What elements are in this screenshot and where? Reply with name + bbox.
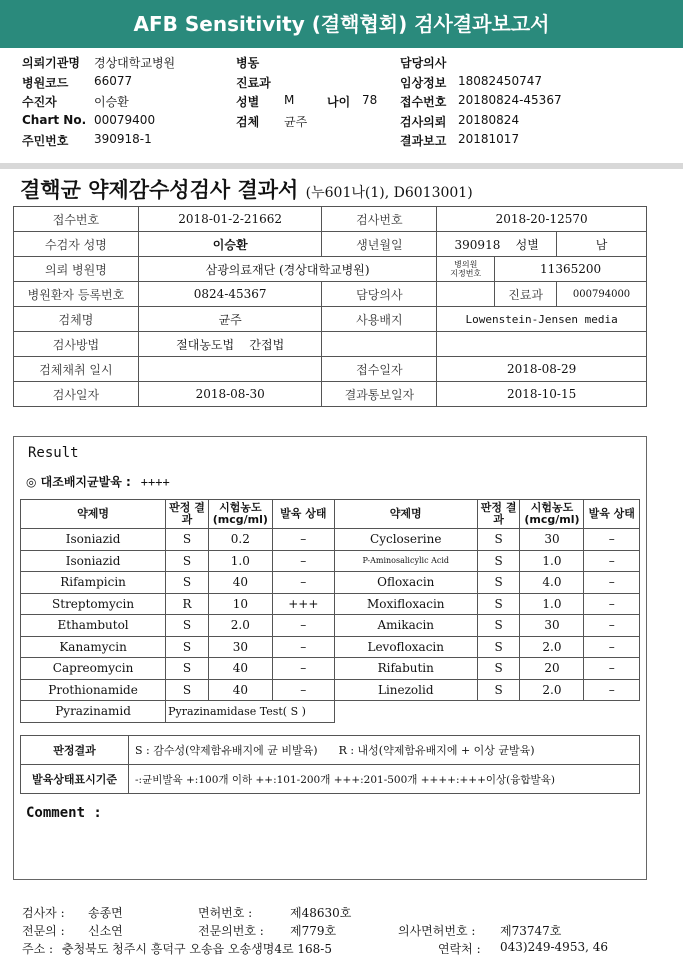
cell-label: 의뢰 병원명 xyxy=(14,257,139,282)
dept-label: 진료과 xyxy=(236,75,271,90)
right-drug-cell: Moxifloxacin xyxy=(334,593,477,615)
report-label: 결과보고 xyxy=(400,134,447,148)
expert-label: 전문의 : xyxy=(22,924,65,938)
cell-value: 이승환 xyxy=(138,232,322,257)
legend-table xyxy=(20,735,640,794)
table-row xyxy=(21,550,640,572)
license: 제48630호 xyxy=(290,906,352,920)
address-label: 주소 : xyxy=(22,942,54,956)
report-banner: AFB Sensitivity (결핵협회) 검사결과보고서 xyxy=(0,0,683,48)
right-growth-cell: – xyxy=(584,679,640,701)
result-title: Result xyxy=(28,445,79,461)
right-drug-cell: Rifabutin xyxy=(334,658,477,680)
table-row xyxy=(21,679,640,701)
sex-label: 성별 xyxy=(236,95,260,109)
cell-empty xyxy=(334,701,639,723)
header-judge: 판정 결과 xyxy=(166,500,209,529)
clinical-label: 임상정보 xyxy=(400,75,447,90)
page-title xyxy=(20,174,473,204)
contact: 043)249-4953, 46 xyxy=(500,940,608,954)
hosp-no-label xyxy=(437,257,495,282)
cell-value: 2018-10-15 xyxy=(437,382,647,407)
receipt-label: 접수번호 xyxy=(400,95,447,109)
right-judge-cell: S xyxy=(477,615,520,637)
result-section xyxy=(13,436,647,880)
cell-value: 2018-08-29 xyxy=(437,357,647,382)
left-growth-cell: – xyxy=(272,572,334,594)
tester: 송종면 xyxy=(88,906,123,920)
expert-no-label: 전문의번호 : xyxy=(198,924,264,938)
cell-label: 진료과 xyxy=(495,282,557,307)
cell-value: 삼광의료재단 (경상대학교병원) xyxy=(138,257,436,282)
pza-drug: Pyrazinamid xyxy=(21,701,166,723)
cell-label: 사용배지 xyxy=(322,307,437,332)
right-conc-cell: 30 xyxy=(520,529,584,551)
birth-sex-cell xyxy=(437,232,557,257)
table-row xyxy=(21,529,640,551)
specimen-label: 검체 xyxy=(236,114,260,129)
address: 충청북도 청주시 흥덕구 오송읍 오송생명4로 168-5 xyxy=(62,942,332,956)
report-value: 20181017 xyxy=(458,132,520,146)
right-drug-cell: P-Aminosalicylic Acid xyxy=(334,550,477,572)
right-drug-cell: Cycloserine xyxy=(334,529,477,551)
cell-value: 2018-01-2-21662 xyxy=(138,207,322,232)
left-judge-cell: S xyxy=(166,550,209,572)
left-growth-cell: – xyxy=(272,679,334,701)
cell-label: 성별 xyxy=(515,237,539,252)
left-conc-cell: 2.0 xyxy=(208,615,272,637)
right-conc-cell: 2.0 xyxy=(520,679,584,701)
table-row xyxy=(21,593,640,615)
cell-label: 생년월일 xyxy=(322,232,437,257)
cell-value: 남 xyxy=(557,232,647,257)
control-growth xyxy=(26,473,170,490)
cell-value: 균주 xyxy=(138,307,322,332)
tester-label: 검사자 : xyxy=(22,906,65,920)
method-cell xyxy=(138,332,322,357)
clinical-value: 18082450747 xyxy=(458,73,542,88)
header-judge: 판정 결과 xyxy=(477,500,520,529)
cell-value: 390918 xyxy=(454,237,501,252)
cell-value: Lowenstein-Jensen media xyxy=(437,307,647,332)
drug-rows xyxy=(21,529,640,701)
table-row xyxy=(21,615,640,637)
left-drug-cell: Rifampicin xyxy=(21,572,166,594)
judge-r: R : 내성(약제함유배지에 + 이상 균발육) xyxy=(338,744,535,757)
right-judge-cell: S xyxy=(477,572,520,594)
left-drug-cell: Ethambutol xyxy=(21,615,166,637)
right-conc-cell: 1.0 xyxy=(520,550,584,572)
cell-empty xyxy=(437,332,647,357)
left-growth-cell: – xyxy=(272,529,334,551)
cell-value: 2018-08-30 xyxy=(138,382,322,407)
left-drug-cell: Kanamycin xyxy=(21,636,166,658)
chart-label: Chart No. xyxy=(22,112,87,127)
right-conc-cell: 1.0 xyxy=(520,593,584,615)
cell-label: 접수번호 xyxy=(14,207,139,232)
header-conc: 시험농도 (mcg/ml) xyxy=(208,500,272,529)
cell-label: 접수일자 xyxy=(322,357,437,382)
right-conc-cell: 20 xyxy=(520,658,584,680)
id-label: 주민번호 xyxy=(22,134,69,148)
left-judge-cell: S xyxy=(166,679,209,701)
judge-legend xyxy=(129,736,640,765)
cell-value: 11365200 xyxy=(495,257,647,282)
left-growth-cell: – xyxy=(272,658,334,680)
left-conc-cell: 30 xyxy=(208,636,272,658)
right-judge-cell: S xyxy=(477,636,520,658)
header-drug: 약제명 xyxy=(334,500,477,529)
age-label: 나이 xyxy=(327,95,351,109)
left-drug-cell: Isoniazid xyxy=(21,550,166,572)
left-judge-cell: S xyxy=(166,658,209,680)
cell-label: 검체채취 일시 xyxy=(14,357,139,382)
cell-label: 검사방법 xyxy=(14,332,139,357)
cell-label: 검사번호 xyxy=(322,207,437,232)
hospital-label: 의뢰기관명 xyxy=(22,56,80,70)
right-growth-cell: – xyxy=(584,572,640,594)
patient-value: 이승환 xyxy=(94,95,129,109)
susceptibility-table xyxy=(20,499,640,723)
right-conc-cell: 2.0 xyxy=(520,636,584,658)
table-row xyxy=(21,658,640,680)
comment-label: Comment : xyxy=(26,805,102,821)
doctor-label: 담당의사 xyxy=(400,56,447,70)
cell-value: 간접법 xyxy=(249,337,285,352)
license-label: 면허번호 : xyxy=(198,906,253,920)
left-conc-cell: 40 xyxy=(208,658,272,680)
right-growth-cell: – xyxy=(584,550,640,572)
right-judge-cell: S xyxy=(477,593,520,615)
right-conc-cell: 30 xyxy=(520,615,584,637)
chart-value: 00079400 xyxy=(94,112,156,127)
request-header xyxy=(22,54,662,152)
pza-result: Pyrazinamidase Test( S ) xyxy=(166,701,335,723)
right-growth-cell: – xyxy=(584,636,640,658)
right-judge-cell: S xyxy=(477,529,520,551)
cell-label: 검체명 xyxy=(14,307,139,332)
contact-label: 연락처 : xyxy=(438,942,481,956)
code-value: 66077 xyxy=(94,73,133,88)
expert-no: 제779호 xyxy=(290,924,337,938)
right-growth-cell: – xyxy=(584,593,640,615)
left-conc-cell: 40 xyxy=(208,679,272,701)
right-drug-cell: Levofloxacin xyxy=(334,636,477,658)
right-judge-cell: S xyxy=(477,550,520,572)
growth-value: ++++ xyxy=(140,475,170,489)
title-sub: (누601나(1), D6013001) xyxy=(305,185,473,201)
left-growth-cell: +++ xyxy=(272,593,334,615)
left-judge-cell: R xyxy=(166,593,209,615)
left-conc-cell: 1.0 xyxy=(208,550,272,572)
ward-label: 병동 xyxy=(236,56,260,70)
patient-label: 수진자 xyxy=(22,95,57,109)
header-growth: 발육 상태 xyxy=(584,500,640,529)
divider xyxy=(0,163,683,169)
patient-info-table xyxy=(13,206,647,407)
cell-label: 병의원 xyxy=(454,260,478,269)
right-growth-cell: – xyxy=(584,529,640,551)
judge-legend-label: 판정결과 xyxy=(21,736,129,765)
left-drug-cell: Isoniazid xyxy=(21,529,166,551)
code-label: 병원코드 xyxy=(22,75,69,90)
cell-label: 담당의사 xyxy=(322,282,437,307)
right-growth-cell: – xyxy=(584,658,640,680)
header-conc: 시험농도 (mcg/ml) xyxy=(520,500,584,529)
cell-label: 지정번호 xyxy=(450,269,482,278)
header-drug: 약제명 xyxy=(21,500,166,529)
request-label: 검사의뢰 xyxy=(400,114,447,129)
left-conc-cell: 40 xyxy=(208,572,272,594)
hospital-value: 경상대학교병원 xyxy=(94,56,176,70)
cell-value: 0824-45367 xyxy=(138,282,322,307)
right-drug-cell: Ofloxacin xyxy=(334,572,477,594)
left-judge-cell: S xyxy=(166,636,209,658)
growth-legend: -:균비발육 +:100개 이하 ++:101-200개 +++:201-500개 ++++:+++이상(융합발육) xyxy=(129,765,640,794)
left-drug-cell: Streptomycin xyxy=(21,593,166,615)
doctor-license-label: 의사면허번호 : xyxy=(398,924,476,938)
right-judge-cell: S xyxy=(477,658,520,680)
title-main: 결핵균 약제감수성검사 결과서 xyxy=(20,177,299,202)
right-judge-cell: S xyxy=(477,679,520,701)
age-value: 78 xyxy=(362,93,378,107)
cell-empty xyxy=(138,357,322,382)
expert: 신소연 xyxy=(88,924,123,938)
growth-legend-label: 발육상태표시기준 xyxy=(21,765,129,794)
growth-label: ◎ 대조배지균발육 : xyxy=(26,475,131,489)
sex-value: M xyxy=(284,93,295,107)
table-row xyxy=(21,636,640,658)
doctor-license: 제73747호 xyxy=(500,924,562,938)
right-drug-cell: Amikacin xyxy=(334,615,477,637)
left-growth-cell: – xyxy=(272,550,334,572)
left-conc-cell: 0.2 xyxy=(208,529,272,551)
left-judge-cell: S xyxy=(166,529,209,551)
left-growth-cell: – xyxy=(272,636,334,658)
left-drug-cell: Prothionamide xyxy=(21,679,166,701)
header-growth: 발육 상태 xyxy=(272,500,334,529)
left-growth-cell: – xyxy=(272,615,334,637)
specimen-value: 균주 xyxy=(284,114,308,129)
judge-s: S : 감수성(약제함유배지에 균 비발육) xyxy=(135,744,318,757)
cell-value: 절대농도법 xyxy=(176,337,235,352)
cell-value: 2018-20-12570 xyxy=(437,207,647,232)
right-conc-cell: 4.0 xyxy=(520,572,584,594)
left-drug-cell: Capreomycin xyxy=(21,658,166,680)
id-value: 390918-1 xyxy=(94,132,152,146)
cell-value: 000794000 xyxy=(557,282,647,307)
right-drug-cell: Linezolid xyxy=(334,679,477,701)
left-judge-cell: S xyxy=(166,615,209,637)
cell-empty xyxy=(437,282,495,307)
request-value: 20180824 xyxy=(458,112,520,127)
left-conc-cell: 10 xyxy=(208,593,272,615)
receipt-value: 20180824-45367 xyxy=(458,93,562,107)
cell-label: 검사일자 xyxy=(14,382,139,407)
cell-label: 병원환자 등록번호 xyxy=(14,282,139,307)
table-row xyxy=(21,572,640,594)
cell-label: 결과통보일자 xyxy=(322,382,437,407)
right-growth-cell: – xyxy=(584,615,640,637)
cell-empty xyxy=(322,332,437,357)
left-judge-cell: S xyxy=(166,572,209,594)
cell-label: 수검자 성명 xyxy=(14,232,139,257)
